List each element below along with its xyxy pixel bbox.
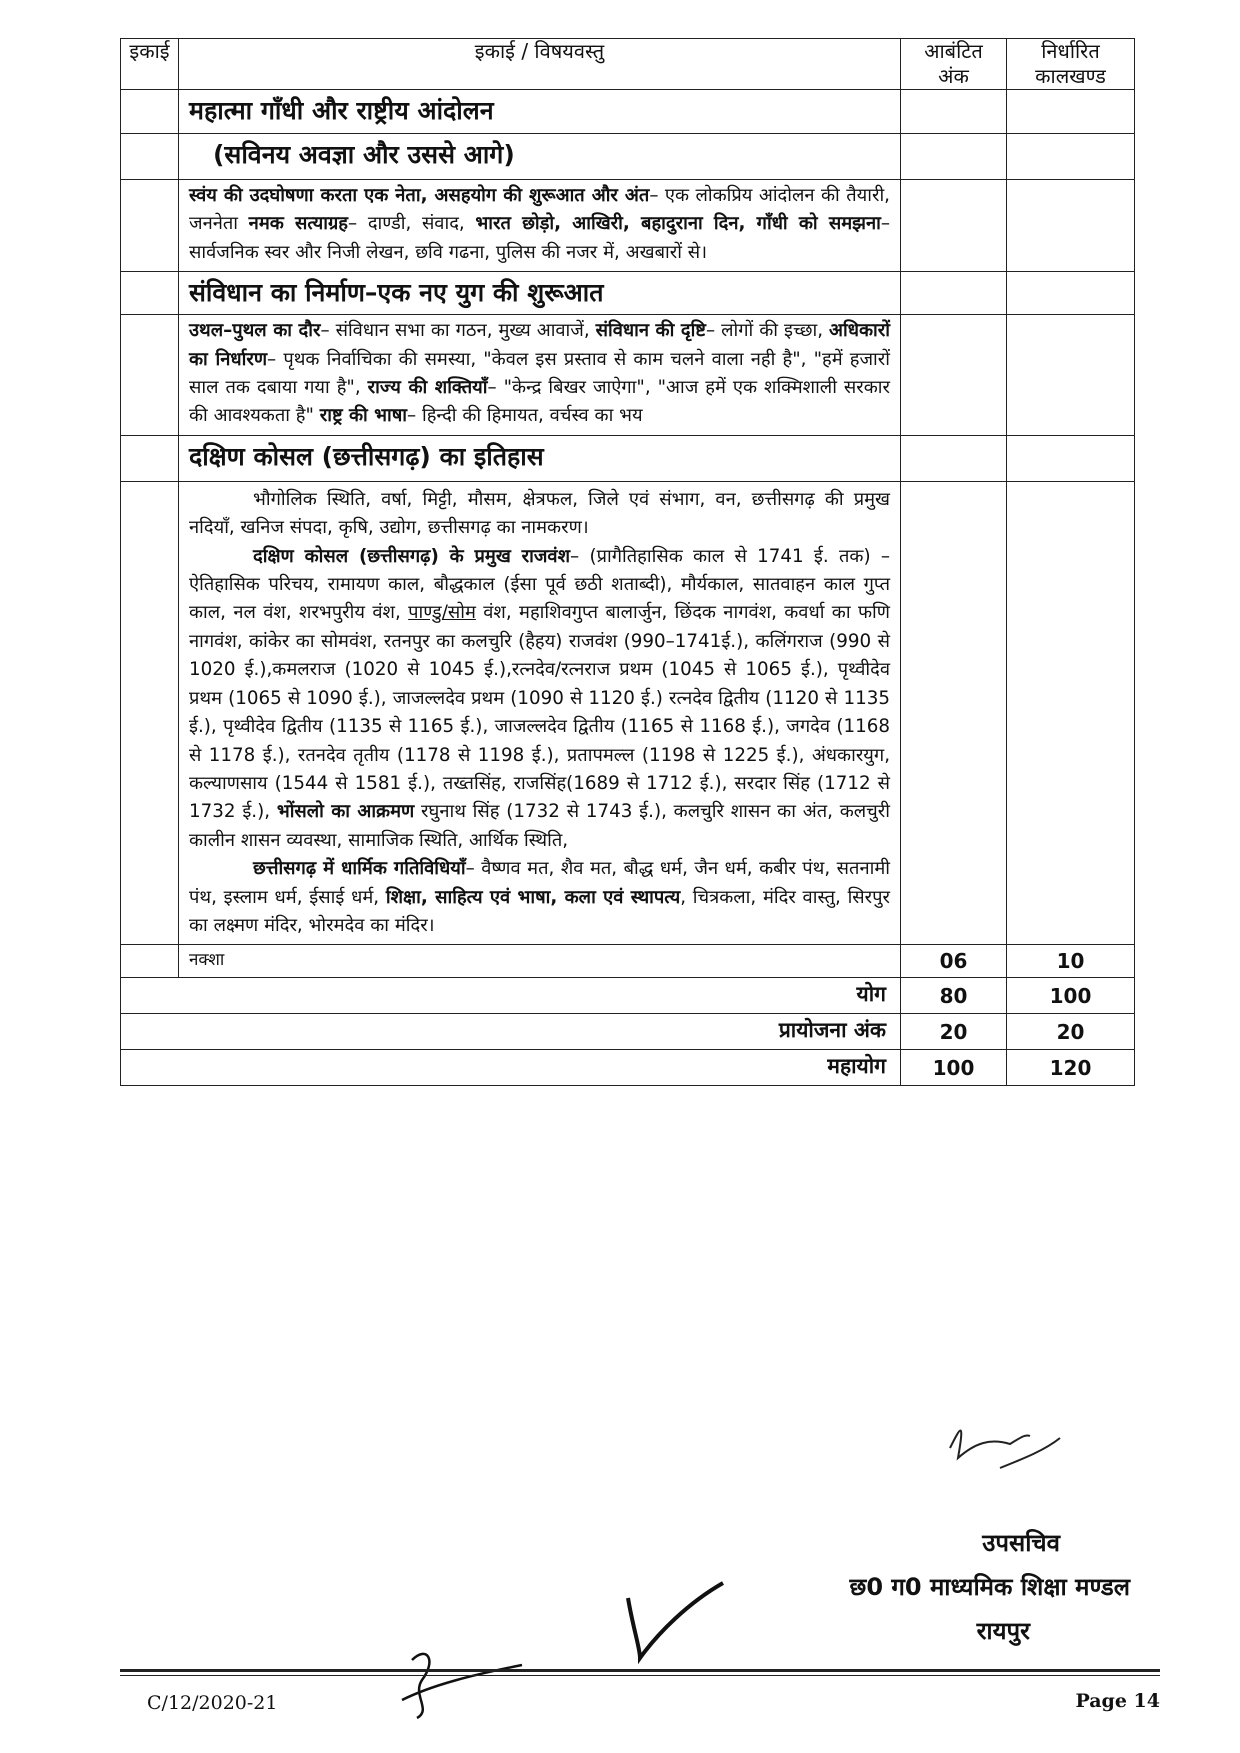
section-title: महात्मा गाँधी और राष्ट्रीय आंदोलन xyxy=(179,90,901,134)
text-run: भौगोलिक स्थिति, वर्षा, मिट्टी, मौसम, क्षेत्रफल, जिले एवं संभाग, वन, छत्तीसगढ़ की प्रमुख नदियाँ, खनिज संपदा, कृषि, उद्योग, छत्तीसगढ़ का नामकरण। xyxy=(189,488,890,539)
text-run: – पृथक निर्वाचिका की समस्या, "केवल इस प्रस्ताव से काम चलने वाला नही है", "हमें हजारों साल तक दबाया गया है", xyxy=(189,348,890,399)
mahayog-label: महायोग xyxy=(121,1050,901,1086)
text-run: – संविधान सभा का गठन, मुख्य आवाजें, xyxy=(320,320,596,342)
text-run: स्वंय की उदघोषणा करता एक नेता, असहयोग की शुरूआत और अंत xyxy=(189,185,650,206)
text-run: भारत छोड़ो, आखिरी, बहादुराना दिन, गाँधी को समझना xyxy=(475,213,881,235)
section-body xyxy=(179,315,901,436)
naksha-marks: 06 xyxy=(901,945,1007,978)
prayojana-time: 20 xyxy=(1007,1014,1135,1050)
section-title: संविधान का निर्माण–एक नए युग की शुरूआत xyxy=(179,272,901,315)
footer-divider xyxy=(120,1675,1160,1676)
text-run: , चित्रकला, मंदिर वास्तु, सिरपुर का लक्ष्मण मंदिर, भोरमदेव का मंदिर। xyxy=(189,886,890,936)
text-run: नमक सत्याग्रह xyxy=(248,213,349,235)
content-header: इकाई / विषयवस्तु xyxy=(179,39,901,90)
prayojana-marks: 20 xyxy=(901,1014,1007,1050)
time-header: निर्धारित कालखण्ड xyxy=(1007,39,1135,90)
text-run: शिक्षा, साहित्य एवं भाषा, कला एवं स्थापत्य xyxy=(385,886,681,908)
text-run: राज्य की शक्तियाँ xyxy=(367,377,488,399)
text-run: छत्तीसगढ़ में धार्मिक गतिविधियाँ xyxy=(253,858,466,880)
section-row xyxy=(121,435,1135,481)
mahayog-marks: 100 xyxy=(901,1050,1007,1086)
naksha-time: 10 xyxy=(1007,945,1135,978)
yog-label: योग xyxy=(121,978,901,1014)
text-run: उथल–पुथल का दौर xyxy=(189,320,321,342)
text-run: – एक लोकप्रिय आंदोलन की तैयारी, जननेता xyxy=(189,185,890,235)
paragraph xyxy=(189,855,890,940)
mahayog-row xyxy=(121,1050,1135,1086)
paragraph xyxy=(189,543,890,855)
text-run: – सार्वजनिक स्वर और निजी लेखन, छवि गढना, पुलिस की नजर में, अखबारों से। xyxy=(189,213,890,263)
section-row xyxy=(121,90,1135,134)
tick-mark xyxy=(618,1578,728,1668)
unit-header: इकाई xyxy=(121,39,179,90)
yog-row xyxy=(121,978,1135,1014)
section-title: दक्षिण कोसल (छत्तीसगढ़) का इतिहास xyxy=(179,435,901,481)
text-run: – लोगों की इच्छा, xyxy=(705,320,830,342)
yog-time: 100 xyxy=(1007,978,1135,1014)
text-run: – (प्रागैतिहासिक काल से 1741 ई. तक) –ऐतिहासिक परिचय, रामायण काल, बौद्धकाल (ईसा पूर्व छठी शताब्दी), मौर्यकाल, सातवाहन काल गुप्त काल, नल वंश, शरभपुरीय वंश, xyxy=(189,545,890,624)
naksha-row xyxy=(121,945,1135,978)
text-run: राष्ट्र की भाषा xyxy=(319,405,408,427)
section-body xyxy=(179,481,901,945)
content-row xyxy=(121,315,1135,436)
paragraph xyxy=(189,486,890,543)
text-run: भोंसलो का आक्रमण xyxy=(276,801,415,823)
text-run: – वैष्णव मत, शैव मत, बौद्ध धर्म, जैन धर्म, कबीर पंथ, सतनामी पंथ, इस्लाम धर्म, ईसाई धर्म, xyxy=(189,858,891,908)
content-row xyxy=(121,180,1135,272)
text-run: पाण्डु/सोम xyxy=(408,602,476,624)
city: रायपुर xyxy=(976,1617,1030,1645)
designation: उपसचिव xyxy=(982,1529,1060,1557)
yog-marks: 80 xyxy=(901,978,1007,1014)
content-row xyxy=(121,481,1135,945)
text-run: संविधान की दृष्टि xyxy=(595,320,706,342)
section-body xyxy=(179,180,901,272)
footer-divider xyxy=(120,1669,1160,1672)
office-name: छ0 ग0 माध्यमिक शिक्षा मण्डल xyxy=(849,1573,1130,1601)
page-number: Page 14 xyxy=(1075,1690,1160,1712)
section-row xyxy=(121,272,1135,315)
text-run: – "केन्द्र बिखर जाऐगा", "आज हमें एक शक्मिशाली सरकार की आवश्यकता है" xyxy=(189,377,891,427)
marks-header: आबंटित अंक xyxy=(901,39,1007,90)
text-run: – हिन्दी की हिमायत, वर्चस्व का भय xyxy=(407,405,643,427)
initials-scribble xyxy=(392,1640,532,1720)
syllabus-table xyxy=(120,38,1135,1086)
document-code: C/12/2020-21 xyxy=(147,1692,278,1714)
text-run: अधिकारों का निर्धारण xyxy=(189,320,890,370)
section-subtitle: (सविनय अवज्ञा और उससे आगे) xyxy=(179,134,901,180)
text-run: रघुनाथ सिंह (1732 से 1743 ई.), कलचुरि शासन का अंत, कलचुरी कालीन शासन व्यवस्था, सामाजिक स्थिति, आर्थिक स्थिति, xyxy=(189,801,890,851)
naksha-label: नक्शा xyxy=(179,945,901,978)
prayojana-label: प्रायोजना अंक xyxy=(121,1014,901,1050)
text-run: – दाण्डी, संवाद, xyxy=(348,213,476,235)
text-run: वंश, महाशिवगुप्त बालार्जुन, छिंदक नागवंश, कवर्धा का फणि नागवंश, कांकेर का सोमवंश, रतनपुर का कलचुरि (हैहय) राजवंश (990–1741ई.), कलिंगराज (990 से 1020 ई.),कमलराज (1020 से 1045 ई.),रत्नदेव/रत्नराज प्रथम (1045 से 1065 ई.), पृथ्वीदेव प्रथम (1065 से 1090 ई.), जाजल्लदेव प्रथम (1090 से 1120 ई.) रत्नदेव द्वितीय (1120 से 1135 ई.), पृथ्वीदेव द्वितीय (1135 से 1165 ई.), जाजल्लदेव द्वितीय (1165 से 1168 ई.), जगदेव (1168 से 1178 ई.), रतनदेव तृतीय (1178 से 1198 ई.), प्रतापमल्ल (1198 से 1225 ई.), अंधकारयुग, कल्याणसाय (1544 से 1581 ई.), तख्तसिंह, राजसिंह(1689 से 1712 ई.), सरदार सिंह (1712 से 1732 ई.), xyxy=(189,602,890,823)
handwritten-signature xyxy=(930,1408,1070,1478)
prayojana-row xyxy=(121,1014,1135,1050)
section-row xyxy=(121,134,1135,180)
mahayog-time: 120 xyxy=(1007,1050,1135,1086)
text-run: दक्षिण कोसल (छत्तीसगढ़) के प्रमुख राजवंश xyxy=(253,545,571,567)
header-row xyxy=(121,39,1135,90)
